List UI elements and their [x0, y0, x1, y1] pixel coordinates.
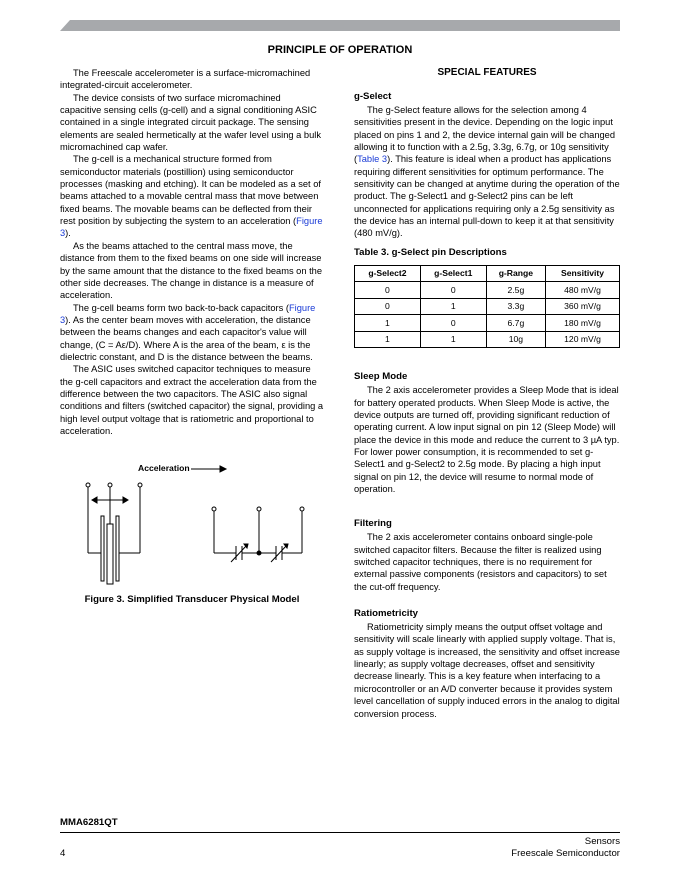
transducer-diagram — [80, 458, 320, 588]
page-title: PRINCIPLE OF OPERATION — [267, 44, 413, 56]
table-cell: 2.5g — [486, 282, 545, 299]
table-header-cell: g-Select2 — [355, 265, 421, 282]
figure-3-link[interactable]: Figure 3 — [60, 302, 316, 325]
paragraph-g-select — [354, 104, 620, 240]
footer-category: Sensors — [584, 836, 620, 847]
movable-beam — [107, 524, 113, 584]
paragraph-device: The device consists of two surface micromachined capacitive sensing cells (g-cell) and a signal conditioning ASIC contained in a single integrated circuit package. The sensing elements are sealed hermetically at the wafer level using a bulk micromachined cap wafer. — [60, 92, 321, 153]
table-row — [355, 315, 620, 332]
paragraph-text: The g-cell beams form two back-to-back capacitors ( — [73, 302, 289, 313]
table-cell: 1 — [420, 298, 486, 315]
table-header-cell: Sensitivity — [546, 265, 620, 282]
table-cell: 0 — [355, 282, 421, 299]
fixed-beam — [101, 516, 104, 581]
table-cell: 180 mV/g — [546, 315, 620, 332]
table-cell: 6.7g — [486, 315, 545, 332]
terminal-node — [300, 507, 304, 511]
header-bar — [60, 20, 620, 31]
table-cell: 1 — [355, 331, 421, 348]
table-3-link[interactable]: Table 3 — [357, 154, 388, 165]
g-select-table — [354, 265, 620, 349]
paragraph-sleep-mode: The 2 axis accelerometer provides a Sleep Mode that is ideal for battery operated products. When Sleep Mode is active, the device outputs are turned off, providing significant reduction of operating current. A low input signal on pin 12 (Sleep Mode) will place the device in this mode and reduce the current to 3 µA typ. For lower power consumption, it is recommended to set g-Select1 and g-Select2 to 2.5g mode. By placing a high input signal on pin 12, the device will resume to normal mode of operation. — [354, 385, 620, 495]
table-cell: 1 — [420, 331, 486, 348]
figure-caption: Figure 3. Simplified Transducer Physical Model — [84, 594, 300, 605]
table-header-cell: g-Select1 — [420, 265, 486, 282]
junction-node — [257, 551, 261, 555]
table-cell: 3.3g — [486, 298, 545, 315]
paragraph-beams: As the beams attached to the central mass move, the distance from them to the fixed beams on one side will increase by the same amount that the distance to the fixed beams on the other side decreases. The change in distance is a measure of acceleration. — [60, 240, 323, 301]
table-row — [355, 331, 620, 348]
transducer-figure — [80, 458, 320, 588]
table-cell: 120 mV/g — [546, 331, 620, 348]
ratiometricity-heading: Ratiometricity — [354, 608, 418, 620]
page-number: 4 — [60, 848, 66, 859]
table-row — [355, 282, 620, 299]
footer-right — [511, 836, 620, 860]
paragraph-text: The g-Select feature allows for the selection among 4 sensitivities present in the device. Depending on the logic input placed on pins 1 and 2, the device internal gain will be changed allowing it to function with a 2.5g, 3.3g, 6.7g, or 10g sensitivity ( — [354, 105, 616, 165]
acceleration-label: Acceleration — [138, 463, 190, 473]
figure-3-link[interactable]: Figure 3 — [60, 216, 323, 239]
fixed-beam — [116, 516, 119, 581]
terminal-node — [108, 483, 112, 487]
paragraph-intro: The Freescale accelerometer is a surface-micromachined integrated-circuit accelerometer. — [60, 68, 311, 91]
paragraph-text: ). — [65, 228, 71, 239]
sleep-mode-heading: Sleep Mode — [354, 371, 408, 383]
terminal-node — [86, 483, 90, 487]
table-caption: Table 3. g-Select pin Descriptions — [354, 246, 507, 258]
terminal-node — [212, 507, 216, 511]
table-cell: 0 — [420, 282, 486, 299]
footer-divider — [60, 832, 620, 833]
paragraph-asic: The ASIC uses switched capacitor techniques to measure the g-cell capacitors and extract the acceleration data from the difference between the two capacitors. The ASIC also signal conditions and filters (switched capacitor) the signal, providing a high level output voltage that is ratiometric and proportional to acceleration. — [60, 364, 324, 436]
table-cell: 1 — [355, 315, 421, 332]
filtering-heading: Filtering — [354, 518, 392, 530]
paragraph-filtering: The 2 axis accelerometer contains onboard single-pole switched capacitor filters. Because the filter is realized using switched capacitor techniques, there is no requirement for external passive components (resistors and capacitors) to set the cut-off frequency. — [354, 532, 607, 592]
paragraph-text: ). This feature is ideal when a product has applications requiring different sensitivities for optimum performance. The sensitivity can be changed at anytime during the operation of the product. The g-Select1 and g-Select2 pins can be left unconnected for applications requiring only a 2.5g sensitivity as the device has an internal pull-down to keep it at that sensitivity (480 mV/g). — [354, 154, 620, 239]
table-cell: 480 mV/g — [546, 282, 620, 299]
left-column — [60, 67, 324, 437]
terminal-node — [257, 507, 261, 511]
paragraph-capacitors — [60, 302, 324, 364]
document-id: MMA6281QT — [60, 817, 118, 828]
table-row — [355, 298, 620, 315]
table-header-cell: g-Range — [486, 265, 545, 282]
table-cell: 0 — [420, 315, 486, 332]
arrow-head — [220, 466, 226, 472]
special-features-heading: SPECIAL FEATURES — [437, 67, 537, 78]
table-header-row — [355, 265, 620, 282]
table-cell: 360 mV/g — [546, 298, 620, 315]
right-column — [354, 67, 620, 720]
paragraph-ratiometricity: Ratiometricity simply means the output offset voltage and sensitivity will scale linearly with applied supply voltage. That is, as supply voltage is increased, the sensitivity and offset increase linearly; as supply voltage decreases, offset and sensitivity decrease linearly. This is a key feature when interfacing to a microcontroller or an A/D converter because it provides system level cancellation of supply induced errors in the analog to digital conversion process. — [354, 622, 620, 719]
paragraph-g-cell — [60, 153, 324, 239]
table-cell: 0 — [355, 298, 421, 315]
paragraph-text: The g-cell is a mechanical structure formed from semiconductor materials (postillion) using semiconductor processes (masking and etching). It can be modeled as a set of beams attached to a movable central mass that move between fixed beams. The movable beams can be deflected from their rest position by subjecting the system to an acceleration ( — [60, 154, 321, 227]
table-cell: 10g — [486, 331, 545, 348]
footer-company: Freescale Semiconductor — [511, 848, 620, 859]
g-select-heading: g-Select — [354, 91, 392, 102]
paragraph-text: ). As the center beam moves with acceleration, the distance between the beams changes and each capacitor's value will change, (C = Aε/D). Where A is the area of the beam, ε is the dielectric constant, and D is the distance between the beams. — [60, 314, 313, 362]
terminal-node — [138, 483, 142, 487]
